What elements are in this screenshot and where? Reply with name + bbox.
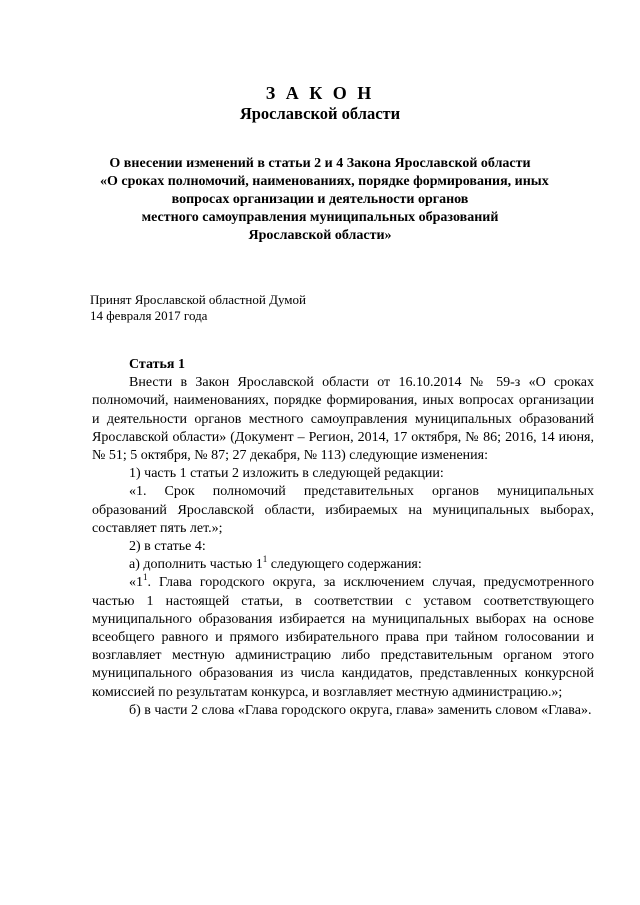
subtitle-line: местного самоуправления муниципальных образований bbox=[141, 210, 499, 225]
item-2b: б) в части 2 слова «Глава городского округа, глава» заменить словом «Глава». bbox=[129, 702, 592, 718]
subtitle-line: «О сроках полномочий, наименованиях, порядке формирования, иных bbox=[100, 174, 549, 189]
article-title: Статья 1 bbox=[129, 357, 185, 372]
article-body bbox=[92, 356, 594, 720]
quote-2 bbox=[92, 574, 594, 701]
subtitle-line: вопросах организации и деятельности органов bbox=[171, 192, 469, 207]
item-2a bbox=[92, 556, 594, 574]
subtitle-line: О внесении изменений в статьи 2 и 4 Закона Ярославской области bbox=[109, 156, 531, 171]
item-2: 2) в статье 4: bbox=[129, 539, 206, 555]
item-2a-text: а) дополнить частью 1 bbox=[129, 557, 263, 573]
quote-1: «1. Срок полномочий представительных органов муниципальных образований Ярославской области, избираемых на муниципальных выборах, составляет пять лет.»; bbox=[92, 484, 594, 536]
article-intro: Внести в Закон Ярославской области от 16.10.2014 № 59-з «О сроках полномочий, наименованиях, порядке формирования, иных вопросах организации и деятельности органов местного самоуправления муниципальных образований Ярославской области» (Документ – Регион, 2014, 17 октября, № 86; 2016, 14 июня, № 51; 5 октября, № 87; 27 декабря, № 113) следующие изменения: bbox=[92, 375, 594, 464]
item-1: 1) часть 1 статьи 2 изложить в следующей редакции: bbox=[129, 466, 444, 482]
adoption-date: 14 февраля 2017 года bbox=[90, 308, 208, 323]
region-heading: Ярославской области bbox=[239, 104, 401, 123]
superscript: 1 bbox=[143, 572, 148, 583]
item-2a-text: следующего содержания: bbox=[267, 557, 422, 573]
superscript: 1 bbox=[262, 554, 268, 565]
adoption-note bbox=[90, 292, 306, 324]
quote-2-text: . Глава городского округа, за исключением случая, предусмотренного частью 1 настоящей статьи, в соответствии с уставом соответствующего муниципального образования избирается на муниципальных выборах на основе всеобщего равного и прямого избирательного права при тайном голосовании и возглавляет местную администрацию либо представительным органом этого муниципального образования из числа кандидатов, представленных конкурсной комиссией по результатам конкурса, и возглавляет местную администрацию.»; bbox=[92, 575, 594, 700]
law-subtitle bbox=[100, 155, 549, 245]
adoption-body: Принят Ярославской областной Думой bbox=[90, 292, 306, 307]
subtitle-line: Ярославской области» bbox=[248, 228, 392, 243]
quote-2-text: «1 bbox=[129, 575, 143, 591]
law-heading: З А К О Н bbox=[265, 83, 375, 103]
